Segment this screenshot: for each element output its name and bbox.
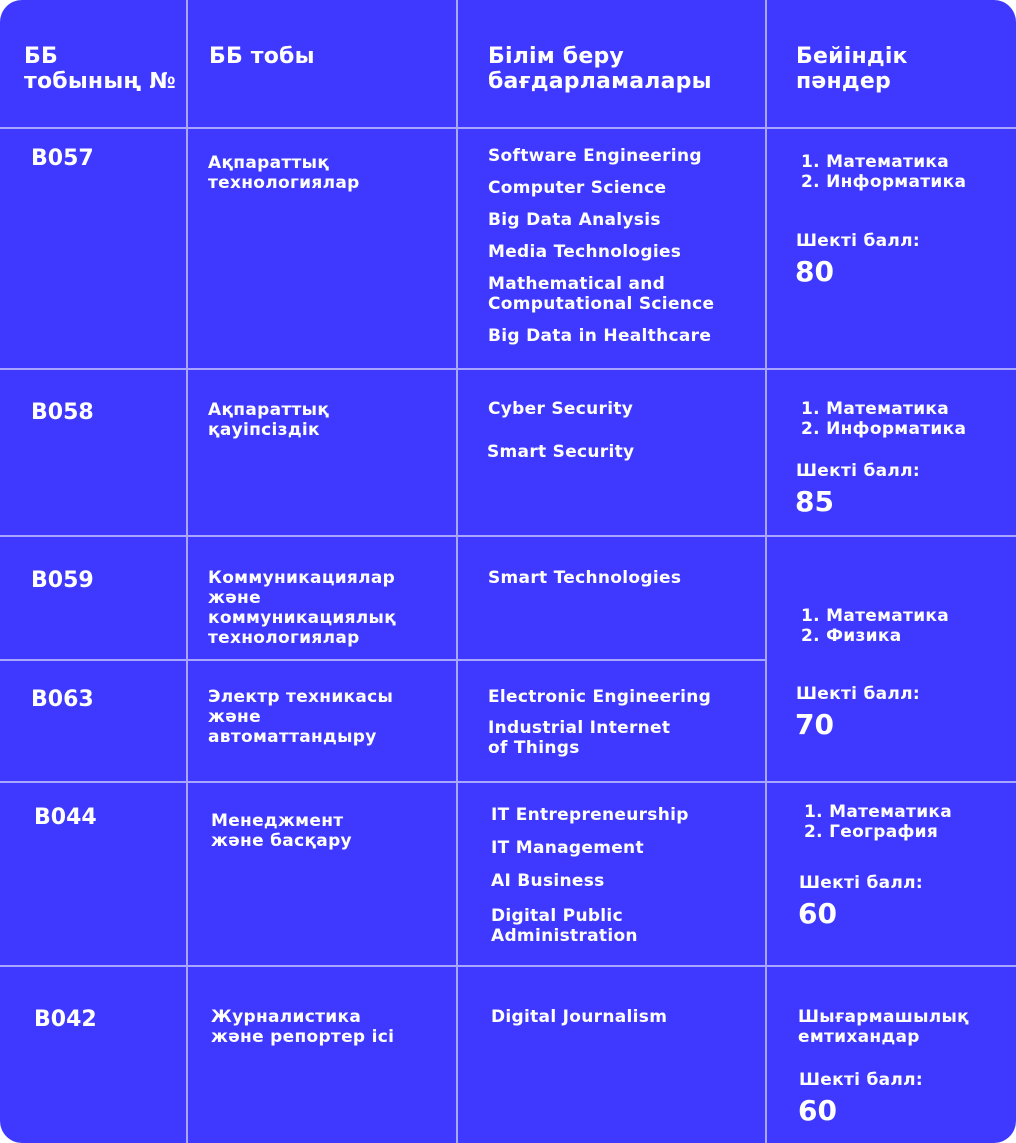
program-item-line: Industrial Internet bbox=[488, 718, 671, 738]
group-name-line: коммуникациялық bbox=[208, 608, 397, 628]
group-name-line: және bbox=[208, 707, 261, 727]
group-code: B057 bbox=[31, 146, 94, 171]
group-code: B059 bbox=[31, 568, 94, 593]
column-divider bbox=[765, 0, 767, 1143]
program-item: Computer Science bbox=[488, 178, 667, 198]
group-name-line: технологиялар bbox=[208, 628, 360, 648]
program-item-line: Digital Public bbox=[491, 906, 623, 926]
header-subjects-line: пәндер bbox=[796, 69, 891, 94]
program-item: AI Business bbox=[491, 871, 605, 891]
group-name-line: Журналистика bbox=[211, 1007, 362, 1027]
threshold-label: Шекті балл: bbox=[799, 1070, 924, 1090]
threshold-label: Шекті балл: bbox=[799, 873, 924, 893]
program-item: Digital Journalism bbox=[491, 1007, 668, 1027]
header-programs-line: бағдарламалары bbox=[488, 69, 712, 94]
group-name bbox=[211, 811, 352, 851]
header-group-label: ББ тобы bbox=[209, 44, 315, 69]
subject-item: емтихандар bbox=[798, 1027, 920, 1047]
row-divider bbox=[0, 781, 1016, 783]
threshold-score: 80 bbox=[795, 255, 834, 288]
header-code-label bbox=[24, 44, 176, 94]
header-programs-label bbox=[488, 44, 712, 94]
group-name-line: технологиялар bbox=[208, 173, 360, 193]
threshold-score: 85 bbox=[795, 485, 834, 518]
program-item: Big Data Analysis bbox=[488, 210, 661, 230]
row-divider bbox=[0, 368, 1016, 370]
group-name-line: қауіпсіздік bbox=[208, 420, 320, 440]
row-divider bbox=[0, 127, 1016, 129]
subject-list bbox=[798, 1007, 969, 1047]
column-divider bbox=[186, 0, 188, 1143]
group-code: B058 bbox=[31, 400, 94, 425]
subject-item: 1. Математика bbox=[801, 606, 950, 626]
row-divider bbox=[0, 965, 1016, 967]
group-name-line: және репортер ісі bbox=[211, 1027, 395, 1047]
program-item bbox=[488, 274, 714, 314]
row-divider bbox=[0, 659, 766, 661]
header-subjects-line: Бейіндік bbox=[796, 44, 908, 69]
group-code: B063 bbox=[31, 687, 94, 712]
subject-item: 1. Математика bbox=[801, 152, 950, 172]
group-name bbox=[208, 687, 393, 747]
program-item: Smart Technologies bbox=[488, 568, 682, 588]
group-name bbox=[208, 400, 329, 440]
program-item: Media Technologies bbox=[488, 242, 682, 262]
program-item: Electronic Engineering bbox=[488, 687, 712, 707]
program-item bbox=[491, 906, 638, 946]
subject-item: 1. Математика bbox=[804, 802, 953, 822]
header-programs-line: Білім беру bbox=[488, 44, 624, 69]
group-name-line: және басқару bbox=[211, 831, 352, 851]
program-item-line: of Things bbox=[488, 738, 580, 758]
subject-item: 2. География bbox=[804, 822, 939, 842]
subject-item: 2. Информатика bbox=[801, 172, 967, 192]
program-item: Software Engineering bbox=[488, 146, 702, 166]
program-item bbox=[488, 718, 670, 758]
subject-list bbox=[801, 606, 949, 646]
group-code: B042 bbox=[34, 1007, 97, 1032]
subject-list bbox=[801, 399, 966, 439]
subject-item: 2. Информатика bbox=[801, 419, 967, 439]
threshold-score: 60 bbox=[798, 1094, 837, 1127]
threshold-score: 70 bbox=[795, 708, 834, 741]
subject-item: 1. Математика bbox=[801, 399, 950, 419]
column-divider bbox=[456, 0, 458, 1143]
program-item: IT Entrepreneurship bbox=[491, 805, 689, 825]
subject-item: Шығармашылық bbox=[798, 1007, 970, 1027]
group-name bbox=[208, 568, 396, 648]
header-subjects-label bbox=[796, 44, 908, 94]
group-name-line: автоматтандыру bbox=[208, 727, 377, 747]
subject-list bbox=[804, 802, 952, 842]
program-item-line: Mathematical and bbox=[488, 274, 666, 294]
threshold-label: Шекті балл: bbox=[796, 684, 921, 704]
row-divider bbox=[0, 535, 1016, 537]
program-item: IT Management bbox=[491, 838, 644, 858]
group-code: B044 bbox=[34, 805, 97, 830]
group-name bbox=[211, 1007, 394, 1047]
group-name-line: Коммуникациялар bbox=[208, 568, 396, 588]
group-name-line: Ақпараттық bbox=[208, 153, 330, 173]
subject-item: 2. Физика bbox=[801, 626, 902, 646]
group-name-line: және bbox=[208, 588, 261, 608]
header-code-line: тобының № bbox=[24, 69, 176, 94]
program-item: Smart Security bbox=[487, 442, 635, 462]
threshold-label: Шекті балл: bbox=[796, 461, 921, 481]
group-name-line: Электр техникасы bbox=[208, 687, 394, 707]
program-item-line: Computational Science bbox=[488, 294, 715, 314]
threshold-score: 60 bbox=[798, 897, 837, 930]
group-name-line: Ақпараттық bbox=[208, 400, 330, 420]
threshold-label: Шекті балл: bbox=[796, 231, 921, 251]
program-item: Cyber Security bbox=[488, 399, 634, 419]
program-item: Big Data in Healthcare bbox=[488, 326, 712, 346]
group-name-line: Менеджмент bbox=[211, 811, 344, 831]
header-code-line: ББ bbox=[24, 44, 58, 69]
group-name bbox=[208, 153, 360, 193]
program-item-line: Administration bbox=[491, 926, 638, 946]
subject-list bbox=[801, 152, 966, 192]
